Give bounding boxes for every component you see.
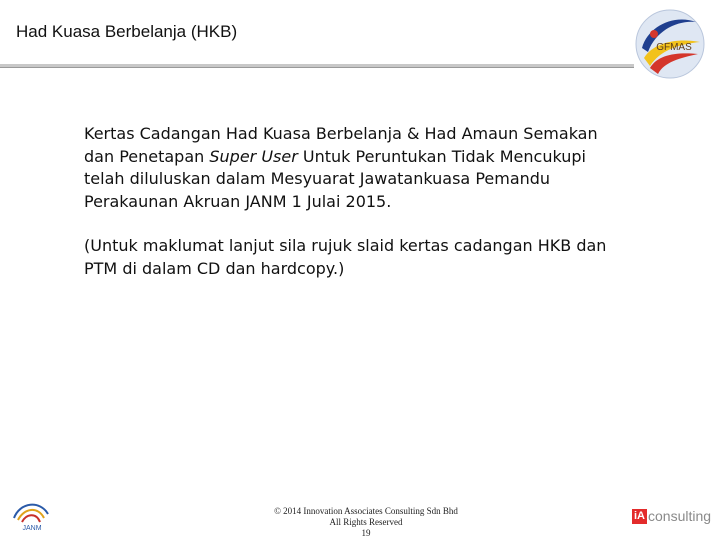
ia-consulting-logo (632, 508, 711, 524)
rights-text: All Rights Reserved (329, 517, 403, 527)
paragraph-approval-start: Kertas Cadangan Had Kuasa Berbelanja & Had Amaun Semakan dan Penetapan (84, 124, 598, 166)
header-divider-shadow (0, 67, 634, 68)
gfmas-logo-text: GFMAS (656, 42, 692, 53)
gfmas-logo (634, 8, 706, 80)
slide-title: Had Kuasa Berbelanja (HKB) (16, 22, 238, 41)
janm-logo-text: JANM (22, 525, 42, 532)
slide-body (84, 123, 624, 302)
paragraph-approval (84, 123, 624, 213)
paragraph-approval-end: Untuk Peruntukan Tidak Mencukupi telah diluluskan dalam Mesyuarat Jawatankuasa Pemandu Perakaunan Akruan JANM 1 Julai 2015. (84, 146, 586, 211)
footer-copyright-block (230, 506, 502, 539)
ia-logo-box: iA (634, 509, 645, 522)
super-user-term: Super User (209, 146, 298, 166)
janm-logo (10, 496, 54, 532)
paragraph-reference-note: (Untuk maklumat lanjut sila rujuk slaid kertas cadangan HKB dan PTM di dalam CD dan hardcopy.) (84, 236, 607, 278)
ia-logo-word: consulting (648, 508, 712, 524)
copyright-text: © 2014 Innovation Associates Consulting Sdn Bhd (274, 506, 458, 516)
page-number: 19 (361, 528, 371, 538)
